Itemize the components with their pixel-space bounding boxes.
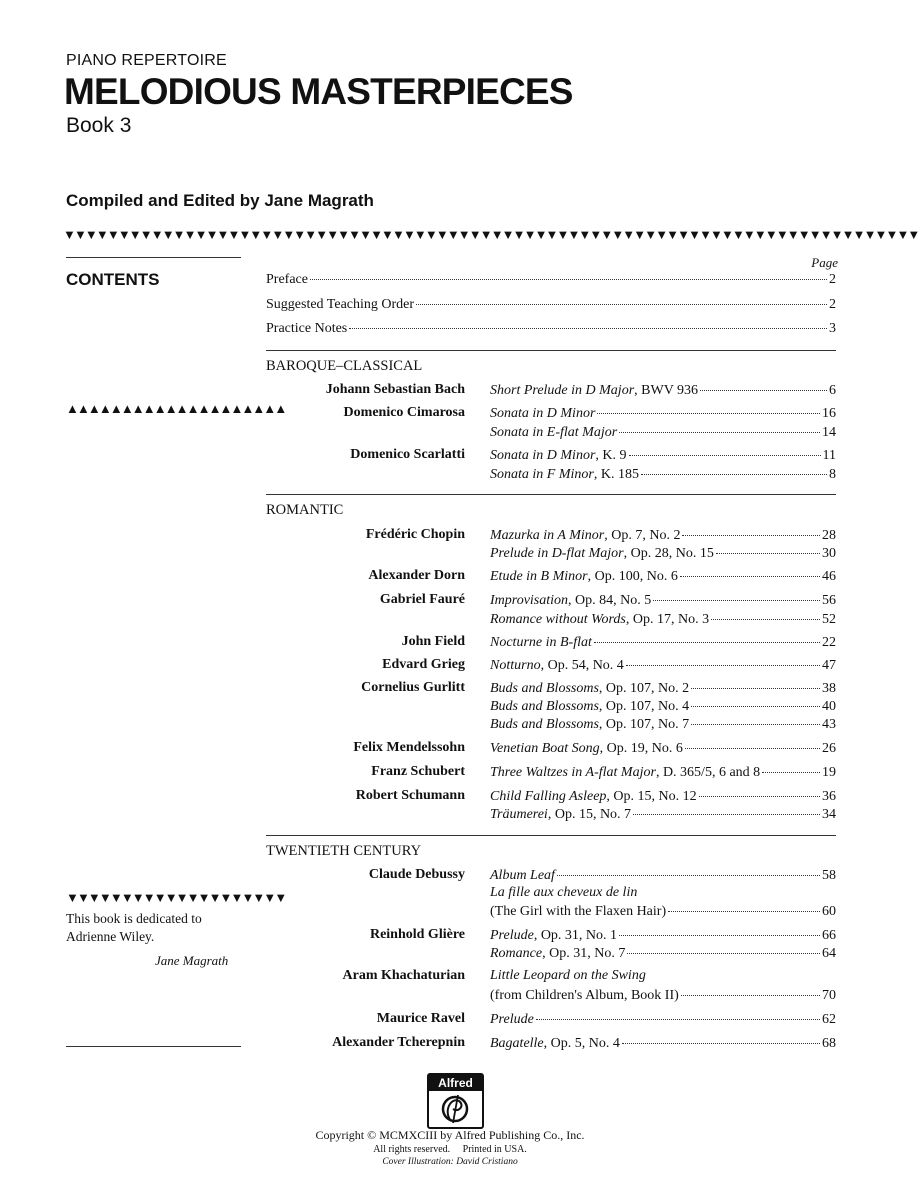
composer-name: Maurice Ravel (376, 1011, 465, 1026)
work-detail: (The Girl with the Flaxen Hair) (490, 904, 667, 919)
work-detail: , BWV 936 (634, 383, 699, 398)
toc-page-number: 58 (822, 868, 836, 883)
work-detail: , Op. 19, No. 6 (599, 741, 683, 756)
dot-leader (685, 748, 820, 749)
dot-leader (416, 304, 827, 305)
dot-leader (691, 724, 820, 725)
section-heading: TWENTIETH CENTURY (266, 843, 422, 859)
work-detail: , Op. 7, No. 2 (604, 528, 681, 543)
work-title: Venetian Boat Song (490, 741, 600, 756)
work-detail: , Op. 15, No. 12 (606, 789, 697, 804)
composer-name: John Field (401, 634, 465, 649)
dot-leader (626, 665, 820, 666)
work-detail: , Op. 100, No. 6 (587, 569, 678, 584)
work-title: Träumerei (490, 807, 548, 822)
toc-page-number: 8 (829, 467, 836, 482)
work-detail: , Op. 31, No. 1 (533, 928, 618, 943)
work-title: Prelude (490, 1012, 534, 1027)
work-title: Nocturne in B-flat (490, 635, 592, 650)
work-detail: , Op. 107, No. 4 (598, 699, 690, 714)
toc-page-number: 68 (822, 1036, 836, 1051)
composer-name: Alexander Tcherepnin (332, 1035, 465, 1050)
publisher-logo (427, 1073, 484, 1129)
work-title: Bagatelle (490, 1036, 544, 1051)
composer-name: Gabriel Fauré (379, 592, 465, 607)
toc-page-number: 40 (822, 699, 836, 714)
work-title: Child Falling Asleep (490, 789, 607, 804)
dot-leader (619, 432, 820, 433)
dot-leader (691, 706, 820, 707)
composer-name: Domenico Scarlatti (350, 447, 465, 462)
toc-page-number: 60 (822, 904, 836, 919)
dot-leader (633, 814, 820, 815)
dot-leader (310, 279, 827, 280)
toc-entry[interactable] (490, 806, 836, 823)
work-title: Sonata in D Minor (490, 406, 596, 421)
toc-page-number: 46 (822, 569, 836, 584)
dot-leader (762, 772, 820, 773)
work-title: Sonata in E-flat Major (490, 425, 618, 440)
work-detail: , Op. 5, No. 4 (543, 1036, 620, 1051)
work-title: Prelude in D-flat Major (490, 546, 624, 561)
dedication-text: This book is dedicated to Adrienne Wiley. (66, 911, 202, 944)
toc-page-number: 19 (822, 765, 836, 780)
toc-page-number: 11 (822, 448, 836, 463)
composer-name: Aram Khachaturian (342, 968, 465, 983)
work-title: Prelude (490, 928, 534, 943)
toc-entry[interactable] (490, 527, 836, 544)
work-detail: , D. 365/5, 6 and 8 (655, 765, 761, 780)
work-detail: , Op. 107, No. 7 (598, 717, 690, 732)
rights-line: All rights reserved. Printed in USA. (373, 1144, 527, 1155)
work-title: Romance (490, 946, 543, 961)
work-title: Short Prelude in D Major (490, 383, 635, 398)
work-title: Sonata in D Minor (490, 448, 596, 463)
toc-entry[interactable] (490, 592, 836, 609)
toc-page-number: 16 (822, 406, 836, 421)
toc-entry[interactable] (490, 1035, 836, 1052)
toc-entry[interactable] (490, 611, 836, 628)
editor-credit: Compiled and Edited by Jane Magrath (66, 191, 374, 210)
section-heading: ROMANTIC (266, 502, 344, 518)
dot-leader (682, 535, 820, 536)
dot-leader (349, 328, 827, 329)
composer-name: Frédéric Chopin (365, 527, 465, 542)
toc-entry[interactable] (490, 466, 836, 483)
toc-page-number: 22 (822, 635, 836, 650)
illustration-credit: Cover Illustration: David Cristiano (382, 1157, 518, 1167)
composer-name: Reinhold Glière (369, 927, 465, 942)
toc-entry[interactable] (490, 987, 836, 1004)
contents-heading: CONTENTS (66, 270, 160, 289)
composer-name: Claude Debussy (368, 867, 465, 882)
work-title: Album Leaf (490, 868, 555, 883)
copyright-line: Copyright © MCMXCIII by Alfred Publishing Co., Inc. (315, 1128, 585, 1142)
work-title: Notturno (490, 658, 541, 673)
section-rule (266, 835, 836, 836)
book-title: MELODIOUS MASTERPIECES (64, 71, 573, 112)
work-title: Romance without Words (490, 612, 626, 627)
toc-page-number: 38 (822, 681, 836, 696)
dot-leader (629, 455, 821, 456)
work-detail: , Op. 17, No. 3 (625, 612, 710, 627)
toc-page-number: 52 (822, 612, 836, 627)
toc-page-number: 62 (822, 1012, 836, 1027)
work-detail: , Op. 107, No. 2 (598, 681, 690, 696)
work-detail: , Op. 84, No. 5 (568, 593, 652, 608)
toc-page-number: 70 (822, 988, 836, 1003)
section-heading: BAROQUE–CLASSICAL (266, 358, 423, 374)
work-detail: , Op. 28, No. 15 (623, 546, 714, 561)
toc-entry[interactable] (490, 447, 836, 464)
toc-page-number: 36 (822, 789, 836, 804)
toc-item-title: Suggested Teaching Order (266, 297, 415, 312)
toc-page-number: 30 (822, 546, 836, 561)
toc-item-title: Practice Notes (266, 321, 348, 336)
toc-entry[interactable] (490, 945, 836, 962)
toc-entry[interactable] (490, 382, 836, 399)
dot-leader (622, 1043, 820, 1044)
toc-page-number: 26 (822, 741, 836, 756)
composer-name: Felix Mendelssohn (353, 740, 465, 755)
composer-name: Franz Schubert (371, 764, 465, 779)
dot-leader (699, 796, 820, 797)
work-title: Buds and Blossoms (490, 699, 599, 714)
sidebar-rule-bottom (66, 1046, 241, 1047)
toc-entry[interactable] (490, 680, 836, 697)
work-title: Little Leopard on the Swing (490, 968, 646, 983)
toc-entry-line (490, 968, 646, 984)
work-title: Etude in B Minor (490, 569, 588, 584)
dot-leader (668, 911, 820, 912)
work-detail: , Op. 15, No. 7 (547, 807, 632, 822)
dot-leader (691, 688, 820, 689)
section-rule (266, 494, 836, 495)
work-detail: , K. 185 (593, 467, 639, 482)
toc-page-number: 2 (829, 272, 836, 287)
toc-page-number: 2 (829, 297, 836, 312)
toc-item-title: Preface (266, 272, 308, 287)
toc-page-number: 43 (822, 717, 836, 732)
treble-clef-icon (429, 1091, 482, 1125)
toc-page-number: 66 (822, 928, 836, 943)
decorative-triangle-border-down: ▼▼▼▼▼▼▼▼▼▼▼▼▼▼▼▼▼▼▼▼ (66, 890, 286, 905)
logo-wordmark: Alfred (429, 1075, 482, 1091)
work-title: Improvisation (490, 593, 569, 608)
composer-name: Edvard Grieg (382, 657, 465, 672)
dot-leader (536, 1019, 820, 1020)
toc-entry[interactable] (490, 903, 836, 920)
work-title: La fille aux cheveux de lin (490, 885, 638, 900)
toc-front-item[interactable] (266, 271, 836, 288)
toc-page-number: 64 (822, 946, 836, 961)
work-detail: , Op. 31, No. 7 (542, 946, 626, 961)
dot-leader (557, 875, 820, 876)
work-title: Buds and Blossoms (490, 717, 599, 732)
page-column-header: Page (811, 255, 838, 270)
toc-entry[interactable] (490, 927, 836, 944)
toc-entry[interactable] (490, 568, 836, 585)
dot-leader (653, 600, 820, 601)
toc-page-number: 6 (829, 383, 836, 398)
toc-entry[interactable] (490, 657, 836, 674)
dedication-signature: Jane Magrath (155, 953, 229, 968)
toc-entry[interactable] (490, 1011, 836, 1028)
decorative-triangle-border-up: ▲▲▲▲▲▲▲▲▲▲▲▲▲▲▲▲▲▲▲▲ (66, 401, 286, 416)
toc-entry[interactable] (490, 788, 836, 805)
toc-page-number: 47 (822, 658, 836, 673)
work-detail: (from Children's Album, Book II) (490, 988, 679, 1003)
work-title: Sonata in F Minor (490, 467, 594, 482)
toc-page-number: 3 (829, 321, 836, 336)
work-detail: , Op. 54, No. 4 (540, 658, 624, 673)
work-title: Three Waltzes in A-flat Major (490, 765, 656, 780)
composer-name: Domenico Cimarosa (343, 405, 465, 420)
dot-leader (711, 619, 820, 620)
dot-leader (627, 953, 820, 954)
book-volume: Book 3 (66, 114, 132, 137)
dot-leader (680, 576, 820, 577)
dot-leader (681, 995, 820, 996)
toc-page-number: 14 (822, 425, 836, 440)
series-label: PIANO REPERTOIRE (66, 52, 227, 69)
composer-name: Robert Schumann (355, 788, 465, 803)
work-title: Mazurka in A Minor (490, 528, 605, 543)
work-title: Buds and Blossoms (490, 681, 599, 696)
toc-front-item[interactable] (266, 320, 836, 337)
toc-front-item[interactable] (266, 296, 836, 313)
section-rule (266, 350, 836, 351)
dot-leader (716, 553, 820, 554)
composer-name: Alexander Dorn (368, 568, 465, 583)
dot-leader (700, 390, 827, 391)
toc-entry[interactable] (490, 698, 836, 715)
toc-page-number: 56 (822, 593, 836, 608)
toc-entry[interactable] (490, 740, 836, 757)
dot-leader (594, 642, 820, 643)
toc-entry[interactable] (490, 716, 836, 733)
toc-page-number: 34 (822, 807, 836, 822)
work-detail: , K. 9 (595, 448, 627, 463)
toc-entry-line (490, 885, 637, 901)
decorative-triangle-border-top: ▼▼▼▼▼▼▼▼▼▼▼▼▼▼▼▼▼▼▼▼▼▼▼▼▼▼▼▼▼▼▼▼▼▼▼▼▼▼▼▼▼▼▼▼▼▼▼▼▼▼▼▼▼▼▼▼▼▼▼▼▼▼▼▼▼▼▼▼▼▼▼▼▼▼▼▼▼▼ (63, 227, 918, 242)
dot-leader (619, 935, 820, 936)
toc-entry[interactable] (490, 867, 836, 884)
dot-leader (641, 474, 827, 475)
toc-entry[interactable] (490, 405, 836, 422)
sidebar-rule-top (66, 257, 241, 258)
composer-name: Johann Sebastian Bach (325, 382, 465, 397)
toc-entry[interactable] (490, 634, 836, 651)
toc-entry[interactable] (490, 545, 836, 562)
toc-page-number: 28 (822, 528, 836, 543)
toc-entry[interactable] (490, 764, 836, 781)
toc-entry[interactable] (490, 424, 836, 441)
dot-leader (597, 413, 820, 414)
composer-name: Cornelius Gurlitt (361, 680, 465, 695)
